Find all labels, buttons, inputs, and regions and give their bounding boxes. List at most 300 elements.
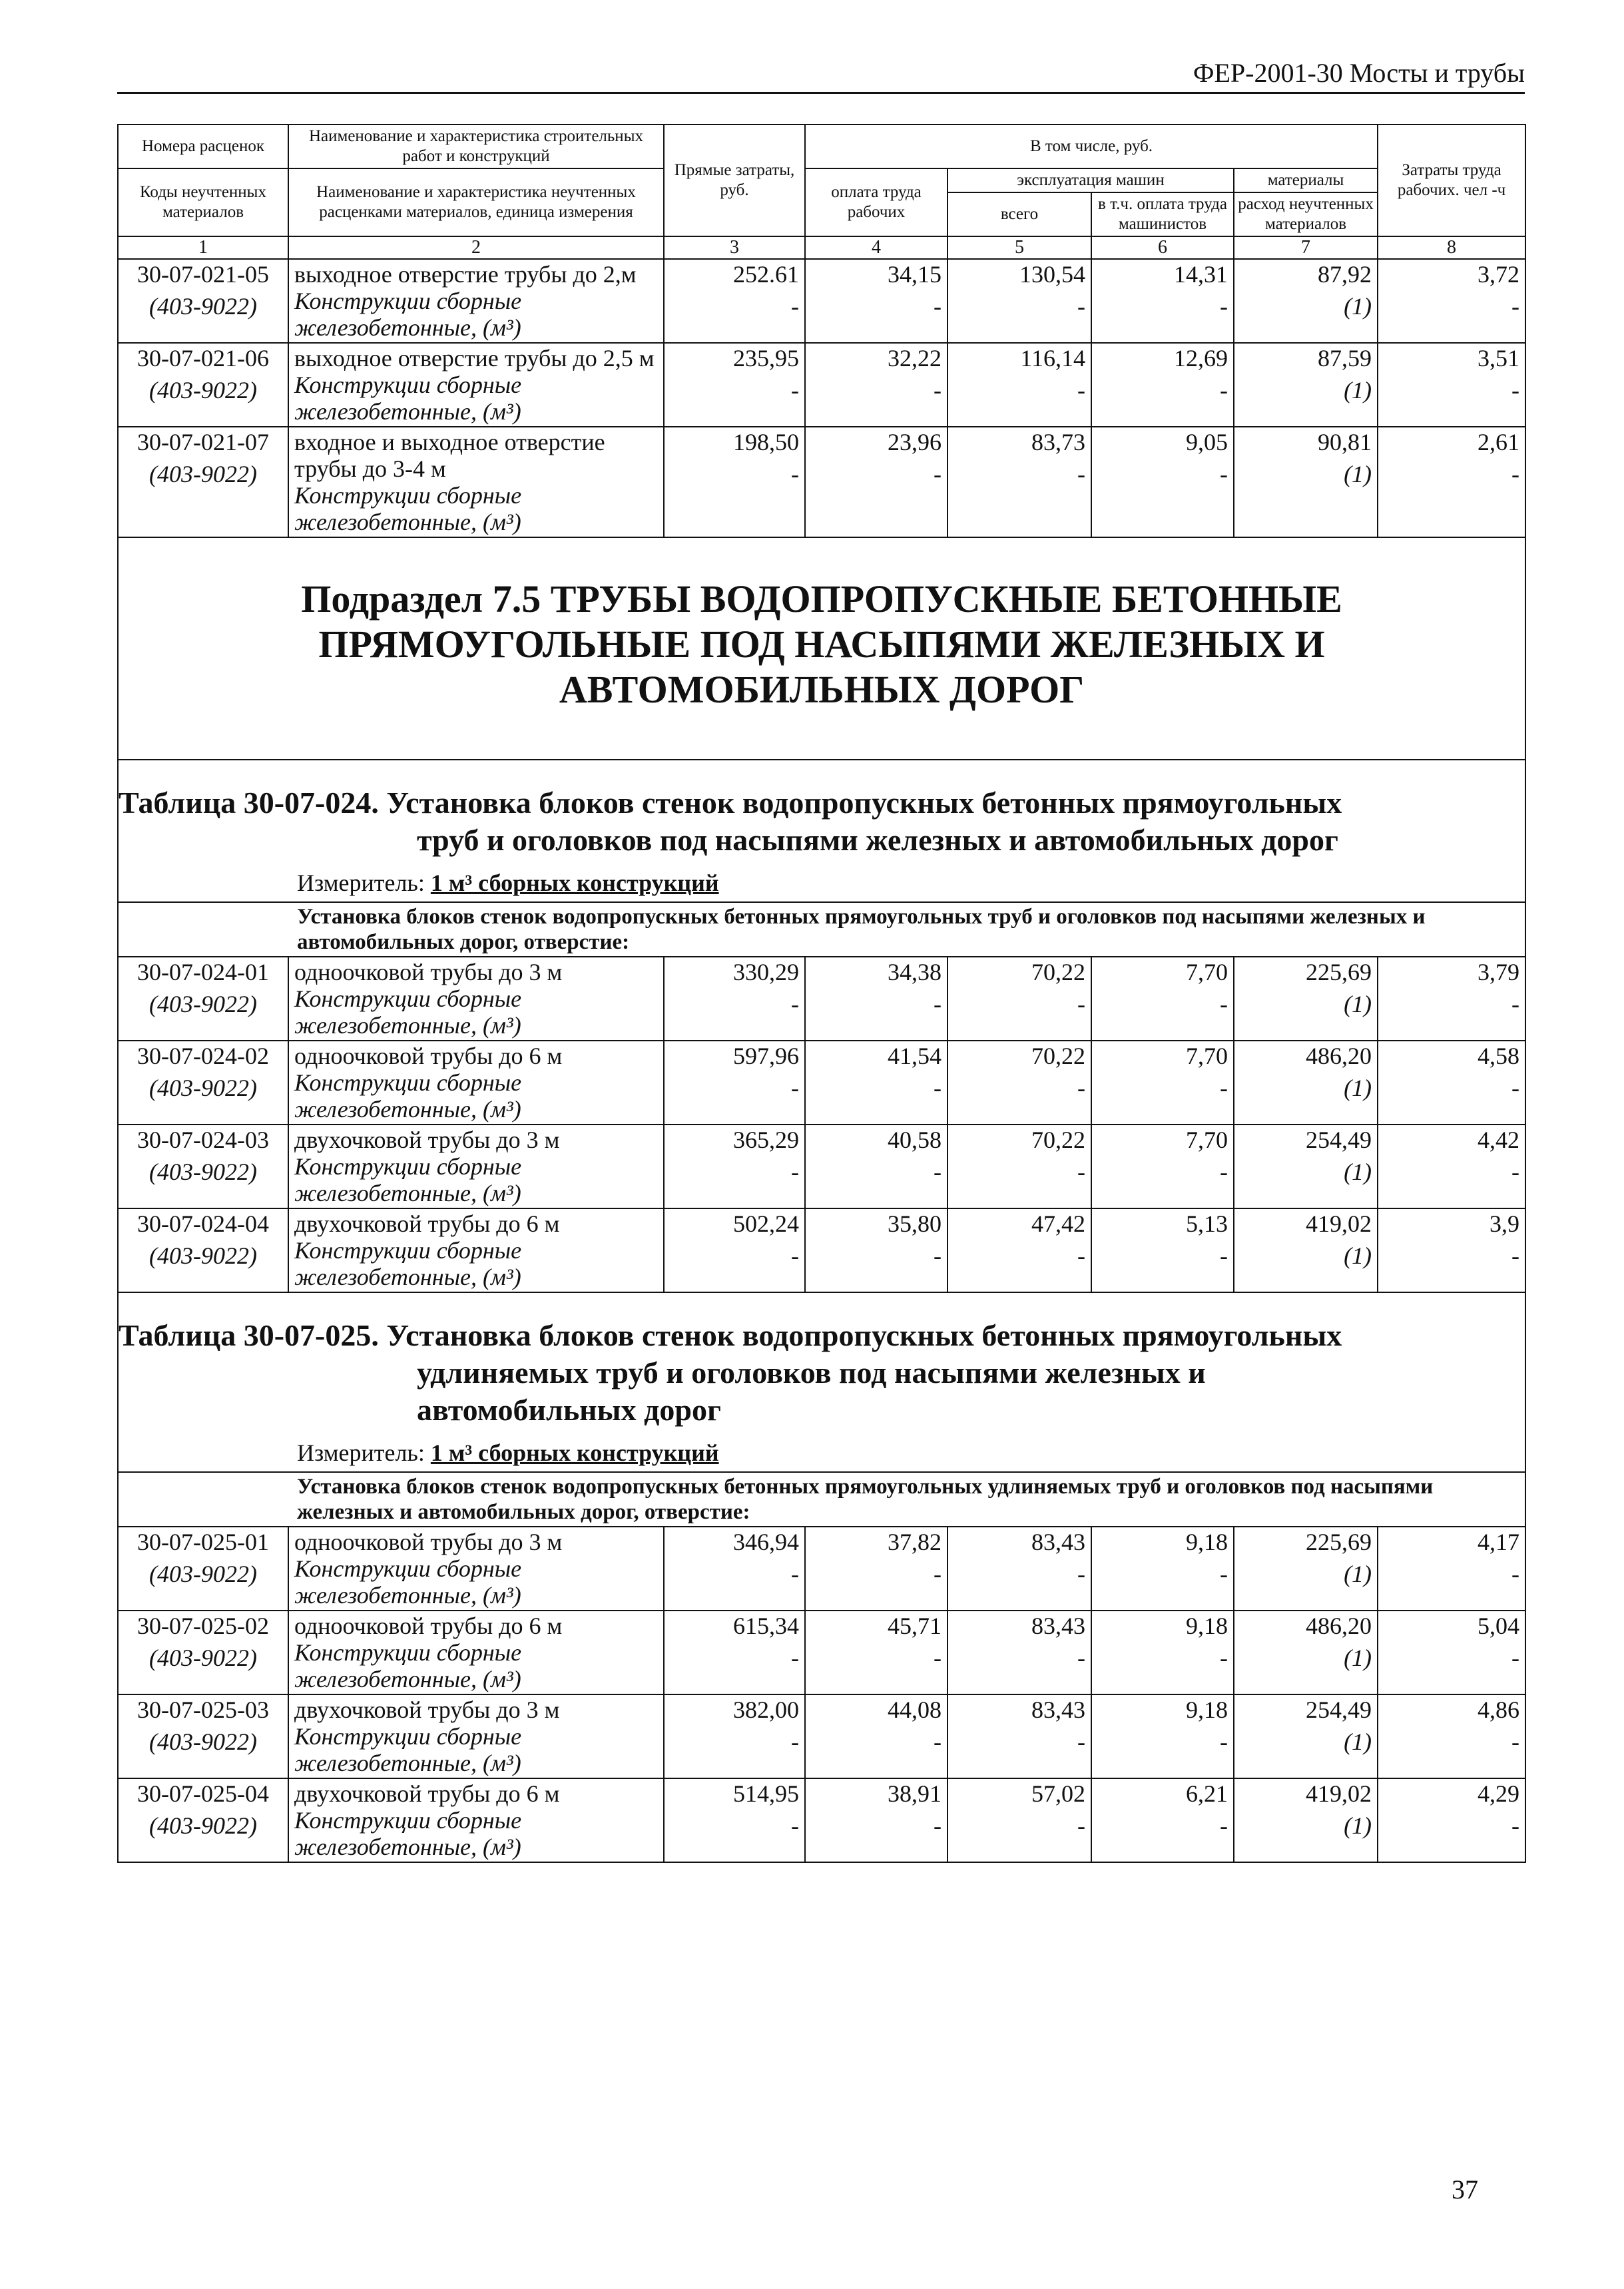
labor-hours-value: 4,58 [1478,1043,1520,1069]
machines-total-cell [947,343,1091,427]
section-title-line: АВТОМОБИЛЬНЫХ ДОРОГ [559,668,1085,711]
worker-pay-value: 34,15 [888,261,942,288]
table-24-number: Таблица 30-07-024. [119,786,379,820]
column-index: 2 [288,236,664,259]
col-header-codes-top: Номера расценок [118,125,288,168]
machinist-pay-cell [1091,1694,1234,1778]
work-name: одноочковой трубы до 3 м [294,959,563,985]
direct-costs-material-value: - [791,293,799,320]
material-name: Конструкции сборные [294,372,522,398]
materials-value: 87,59 [1318,345,1372,372]
labor-hours-cell [1378,343,1525,427]
labor-hours-value: 3,9 [1489,1210,1520,1237]
table-24-heading [118,760,1525,902]
labor-hours-cell [1378,1125,1525,1208]
section-title [118,537,1525,760]
work-name-cell [288,1041,664,1125]
materials-cell [1234,1527,1378,1611]
machines-total-cell [947,259,1091,343]
rows-top [118,259,1525,537]
labor-hours-material-value: - [1511,1075,1520,1101]
col-header-labor-hours: Затраты труда рабочих. чел -ч [1378,125,1525,236]
worker-pay-cell [805,1611,947,1694]
rate-code: 30-07-021-05 [137,261,269,288]
materials-value: 90,81 [1318,429,1372,455]
table-25-title: Установка блоков стенок водопропускных бетонных прямоугольных [386,1318,1342,1352]
direct-costs-cell [664,1208,805,1292]
rate-code-cell [118,1125,288,1208]
table-row [118,343,1525,427]
material-name-unit: железобетонные, (м³) [294,314,521,341]
labor-hours-value: 4,86 [1478,1696,1520,1723]
table-25-group-title: Установка блоков стенок водопропускных бетонных прямоугольных удлиняемых труб и оголовков под насыпями железных и автомобильных дорог, отверстие: [118,1472,1525,1527]
material-name: Конструкции сборные [294,1723,522,1750]
labor-hours-cell [1378,259,1525,343]
direct-costs-cell [664,1041,805,1125]
machinist-pay-value: 6,21 [1186,1780,1228,1807]
col-header-direct-costs: Прямые затраты, руб. [664,125,805,236]
worker-pay-value: 23,96 [888,429,942,455]
table-25-number: Таблица 30-07-025. [119,1318,379,1352]
machines-total-material-value: - [1077,461,1085,487]
machinist-pay-value: 12,69 [1174,345,1228,372]
worker-pay-value: 37,82 [888,1529,942,1555]
direct-costs-value: 597,96 [733,1043,799,1069]
machines-total-material-value: - [1077,1242,1085,1269]
col-header-unaccounted-materials: расход неучтенных материалов [1234,192,1378,236]
machinist-pay-cell [1091,259,1234,343]
machines-total-material-value: - [1077,1158,1085,1185]
direct-costs-material-value: - [791,1158,799,1185]
machines-total-cell [947,1694,1091,1778]
labor-hours-cell [1378,427,1525,537]
section-title-line: ПРЯМОУГОЛЬНЫЕ ПОД НАСЫПЯМИ ЖЕЛЕЗНЫХ И [318,623,1325,666]
column-index: 8 [1378,236,1525,259]
machinist-pay-material-value: - [1220,377,1228,403]
worker-pay-value: 34,38 [888,959,942,985]
document-title: ФЕР-2001-30 Мосты и трубы [1193,58,1525,88]
column-index: 1 [118,236,288,259]
machines-total-cell [947,957,1091,1041]
worker-pay-material-value: - [934,1242,942,1269]
materials-cell [1234,1125,1378,1208]
worker-pay-value: 41,54 [888,1043,942,1069]
machinist-pay-cell [1091,957,1234,1041]
machines-total-value: 116,14 [1020,345,1085,372]
material-code: (403-9022) [149,1075,257,1101]
rate-code-cell [118,1694,288,1778]
work-name: входное и выходное отверстие трубы до 3-4 м [294,429,605,482]
section-title-line: Подраздел 7.5 ТРУБЫ ВОДОПРОПУСКНЫЕ БЕТОННЫЕ [301,577,1342,621]
col-header-name-bottom: Наименование и характеристика неучтенных расценками материалов, единица измерения [288,168,664,236]
material-code: (403-9022) [149,1645,257,1671]
work-name: двухочковой трубы до 3 м [294,1696,560,1723]
material-name: Конструкции сборные [294,1639,522,1666]
table-24-title-cont: труб и оголовков под насыпями железных и автомобильных дорог [417,823,1338,857]
machinist-pay-material-value: - [1220,991,1228,1017]
machines-total-value: 70,22 [1031,1127,1085,1153]
direct-costs-value: 235,95 [733,345,799,372]
labor-hours-value: 2,61 [1478,429,1520,455]
measure-value: 1 м³ сборных конструкций [430,870,719,896]
labor-hours-material-value: - [1511,1561,1520,1587]
worker-pay-material-value: - [934,1561,942,1587]
col-header-including: В том числе, руб. [805,125,1378,168]
material-name-unit: железобетонные, (м³) [294,1012,521,1039]
rate-code-cell [118,259,288,343]
rate-code-cell [118,343,288,427]
material-name-unit: железобетонные, (м³) [294,1666,521,1692]
material-name: Конструкции сборные [294,482,522,509]
material-name-unit: железобетонные, (м³) [294,1582,521,1609]
machinist-pay-value: 9,18 [1186,1696,1228,1723]
materials-cell [1234,1778,1378,1862]
machinist-pay-cell [1091,1041,1234,1125]
machinist-pay-value: 9,18 [1186,1529,1228,1555]
material-name: Конструкции сборные [294,1237,522,1264]
machinist-pay-value: 7,70 [1186,959,1228,985]
table-25-measure [119,1437,1518,1469]
material-name-unit: железобетонные, (м³) [294,1264,521,1290]
table-row [118,1208,1525,1292]
machinist-pay-cell [1091,427,1234,537]
material-code: (403-9022) [149,1728,257,1755]
work-name: одноочковой трубы до 6 м [294,1613,563,1639]
labor-hours-material-value: - [1511,1645,1520,1671]
table-24-title-line [119,784,1518,822]
table-25-title-cont: автомобильных дорог [417,1393,721,1427]
materials-cell [1234,1041,1378,1125]
direct-costs-value: 330,29 [733,959,799,985]
col-header-materials: материалы [1234,168,1378,192]
measure-value: 1 м³ сборных конструкций [430,1439,719,1466]
machinist-pay-cell [1091,1778,1234,1862]
table-row [118,957,1525,1041]
materials-material-value: (1) [1344,1561,1372,1587]
direct-costs-material-value: - [791,1075,799,1101]
labor-hours-material-value: - [1511,1158,1520,1185]
rate-code-cell [118,427,288,537]
material-name-unit: железобетонные, (м³) [294,1834,521,1860]
machines-total-cell [947,1611,1091,1694]
worker-pay-material-value: - [934,293,942,320]
direct-costs-cell [664,427,805,537]
material-name-unit: железобетонные, (м³) [294,398,521,425]
direct-costs-value: 615,34 [733,1613,799,1639]
direct-costs-material-value: - [791,1728,799,1755]
column-index-row [118,236,1525,259]
table-header [118,125,1525,259]
direct-costs-value: 198,50 [733,429,799,455]
worker-pay-cell [805,343,947,427]
worker-pay-material-value: - [934,1728,942,1755]
worker-pay-material-value: - [934,461,942,487]
worker-pay-cell [805,1208,947,1292]
work-name-cell [288,343,664,427]
rows-24 [118,957,1525,1292]
machines-total-material-value: - [1077,1075,1085,1101]
material-code: (403-9022) [149,1812,257,1839]
page-header [117,57,1525,94]
materials-value: 87,92 [1318,261,1372,288]
material-name: Конструкции сборные [294,1555,522,1582]
page-number: 37 [1452,2174,1478,2204]
direct-costs-value: 514,95 [733,1780,799,1807]
materials-cell [1234,957,1378,1041]
labor-hours-cell [1378,957,1525,1041]
direct-costs-cell [664,1778,805,1862]
direct-costs-material-value: - [791,1561,799,1587]
materials-value: 254,49 [1306,1696,1372,1723]
rate-code: 30-07-024-02 [137,1043,269,1069]
material-name-unit: железобетонные, (м³) [294,1750,521,1776]
table-row [118,1778,1525,1862]
machinist-pay-material-value: - [1220,1561,1228,1587]
materials-cell [1234,1694,1378,1778]
direct-costs-cell [664,343,805,427]
machines-total-value: 57,02 [1031,1780,1085,1807]
worker-pay-value: 38,91 [888,1780,942,1807]
worker-pay-material-value: - [934,991,942,1017]
machinist-pay-material-value: - [1220,461,1228,487]
material-name: Конструкции сборные [294,1153,522,1180]
materials-cell [1234,427,1378,537]
work-name-cell [288,1611,664,1694]
materials-value: 254,49 [1306,1127,1372,1153]
measure-label: Измеритель: [297,1439,425,1466]
direct-costs-material-value: - [791,461,799,487]
labor-hours-material-value: - [1511,991,1520,1017]
direct-costs-cell [664,1125,805,1208]
direct-costs-cell [664,259,805,343]
rate-code: 30-07-025-04 [137,1780,269,1807]
work-name-cell [288,957,664,1041]
labor-hours-material-value: - [1511,377,1520,403]
material-name-unit: железобетонные, (м³) [294,1096,521,1123]
column-index: 4 [805,236,947,259]
rate-code-cell [118,1208,288,1292]
table-24-caption [118,760,1525,957]
table-25-title-line [119,1317,1518,1354]
worker-pay-value: 45,71 [888,1613,942,1639]
worker-pay-value: 35,80 [888,1210,942,1237]
work-name-cell [288,1125,664,1208]
materials-material-value: (1) [1344,991,1372,1017]
direct-costs-value: 346,94 [733,1529,799,1555]
materials-value: 225,69 [1306,1529,1372,1555]
direct-costs-material-value: - [791,1812,799,1839]
column-index: 3 [664,236,805,259]
rate-code-cell [118,1527,288,1611]
col-header-name-top: Наименование и характеристика строительных работ и конструкций [288,125,664,168]
labor-hours-material-value: - [1511,1242,1520,1269]
material-name: Конструкции сборные [294,985,522,1012]
rate-code: 30-07-025-03 [137,1696,269,1723]
materials-value: 486,20 [1306,1613,1372,1639]
labor-hours-cell [1378,1041,1525,1125]
rows-25 [118,1527,1525,1862]
worker-pay-material-value: - [934,1645,942,1671]
col-header-machines-total: всего [947,192,1091,236]
direct-costs-cell [664,957,805,1041]
col-header-machinist-pay: в т.ч. оплата труда машинистов [1091,192,1234,236]
machines-total-value: 47,42 [1031,1210,1085,1237]
table-24-measure [119,867,1518,899]
column-index: 5 [947,236,1091,259]
machines-total-material-value: - [1077,293,1085,320]
measure-label: Измеритель: [297,870,425,896]
rate-code-cell [118,1778,288,1862]
worker-pay-cell [805,1527,947,1611]
machinist-pay-material-value: - [1220,1812,1228,1839]
material-code: (403-9022) [149,1242,257,1269]
materials-cell [1234,259,1378,343]
direct-costs-value: 382,00 [733,1696,799,1723]
materials-material-value: (1) [1344,293,1372,320]
price-table-frame [117,124,1525,1863]
labor-hours-material-value: - [1511,1728,1520,1755]
machinist-pay-cell [1091,1125,1234,1208]
machinist-pay-value: 7,70 [1186,1127,1228,1153]
work-name-cell [288,1694,664,1778]
column-index: 7 [1234,236,1378,259]
rate-code: 30-07-024-03 [137,1127,269,1153]
work-name-cell [288,1208,664,1292]
materials-value: 225,69 [1306,959,1372,985]
table-25-heading [118,1292,1525,1472]
labor-hours-value: 3,72 [1478,261,1520,288]
rate-code: 30-07-021-07 [137,429,269,455]
labor-hours-cell [1378,1611,1525,1694]
work-name: двухочковой трубы до 6 м [294,1780,560,1807]
machinist-pay-value: 5,13 [1186,1210,1228,1237]
worker-pay-cell [805,957,947,1041]
work-name: одноочковой трубы до 3 м [294,1529,563,1555]
machines-total-material-value: - [1077,1561,1085,1587]
direct-costs-value: 365,29 [733,1127,799,1153]
worker-pay-cell [805,427,947,537]
labor-hours-cell [1378,1208,1525,1292]
machines-total-value: 83,43 [1031,1696,1085,1723]
machinist-pay-material-value: - [1220,1242,1228,1269]
worker-pay-cell [805,1125,947,1208]
labor-hours-cell [1378,1527,1525,1611]
material-code: (403-9022) [149,1561,257,1587]
machinist-pay-value: 9,05 [1186,429,1228,455]
machines-total-material-value: - [1077,991,1085,1017]
machines-total-value: 70,22 [1031,1043,1085,1069]
direct-costs-material-value: - [791,1645,799,1671]
rate-code: 30-07-025-02 [137,1613,269,1639]
work-name-cell [288,259,664,343]
material-code: (403-9022) [149,991,257,1017]
machines-total-cell [947,1208,1091,1292]
machines-total-cell [947,1527,1091,1611]
table-24-group-title: Установка блоков стенок водопропускных бетонных прямоугольных труб и оголовков под насыпями железных и автомобильных дорог, отверстие: [118,902,1525,957]
machinist-pay-value: 14,31 [1174,261,1228,288]
materials-value: 419,02 [1306,1780,1372,1807]
direct-costs-cell [664,1527,805,1611]
machines-total-value: 70,22 [1031,959,1085,985]
worker-pay-material-value: - [934,1075,942,1101]
worker-pay-value: 32,22 [888,345,942,372]
worker-pay-material-value: - [934,377,942,403]
machines-total-value: 130,54 [1019,261,1085,288]
labor-hours-cell [1378,1778,1525,1862]
direct-costs-value: 502,24 [733,1210,799,1237]
labor-hours-value: 3,79 [1478,959,1520,985]
col-header-machines: эксплуатация машин [947,168,1234,192]
work-name: выходное отверстие трубы до 2,5 м [294,345,655,372]
machinist-pay-material-value: - [1220,1075,1228,1101]
machines-total-cell [947,1041,1091,1125]
labor-hours-value: 4,29 [1478,1780,1520,1807]
material-code: (403-9022) [149,1158,257,1185]
col-header-codes-bottom: Коды неучтенных материалов [118,168,288,236]
worker-pay-cell [805,259,947,343]
materials-cell [1234,343,1378,427]
machinist-pay-cell [1091,343,1234,427]
work-name: выходное отверстие трубы до 2,м [294,261,637,288]
worker-pay-material-value: - [934,1812,942,1839]
machinist-pay-value: 7,70 [1186,1043,1228,1069]
table-25-caption [118,1292,1525,1527]
materials-material-value: (1) [1344,1728,1372,1755]
rate-code-cell [118,957,288,1041]
materials-material-value: (1) [1344,1645,1372,1671]
machinist-pay-cell [1091,1208,1234,1292]
machinist-pay-value: 9,18 [1186,1613,1228,1639]
materials-cell [1234,1611,1378,1694]
work-name: двухочковой трубы до 3 м [294,1127,560,1153]
section-block [118,537,1525,760]
work-name-cell [288,427,664,537]
material-code: (403-9022) [149,377,257,403]
materials-material-value: (1) [1344,1075,1372,1101]
machines-total-material-value: - [1077,1812,1085,1839]
price-table [117,124,1526,1863]
materials-value: 419,02 [1306,1210,1372,1237]
rate-code: 30-07-024-04 [137,1210,269,1237]
machinist-pay-cell [1091,1527,1234,1611]
materials-material-value: (1) [1344,1242,1372,1269]
column-index: 6 [1091,236,1234,259]
labor-hours-material-value: - [1511,293,1520,320]
material-name: Конструкции сборные [294,1807,522,1834]
materials-material-value: (1) [1344,1158,1372,1185]
material-name-unit: железобетонные, (м³) [294,509,521,535]
labor-hours-material-value: - [1511,1812,1520,1839]
col-header-worker-pay: оплата труда рабочих [805,168,947,236]
worker-pay-cell [805,1694,947,1778]
direct-costs-material-value: - [791,991,799,1017]
rate-code-cell [118,1611,288,1694]
direct-costs-cell [664,1694,805,1778]
materials-material-value: (1) [1344,377,1372,403]
rate-code: 30-07-024-01 [137,959,269,985]
machines-total-material-value: - [1077,1645,1085,1671]
machines-total-cell [947,1125,1091,1208]
table-row [118,259,1525,343]
direct-costs-material-value: - [791,1242,799,1269]
table-row [118,1527,1525,1611]
labor-hours-value: 5,04 [1478,1613,1520,1639]
table-24-title: Установка блоков стенок водопропускных бетонных прямоугольных [386,786,1342,820]
machinist-pay-material-value: - [1220,1645,1228,1671]
machinist-pay-material-value: - [1220,293,1228,320]
material-name: Конструкции сборные [294,288,522,314]
rate-code: 30-07-025-01 [137,1529,269,1555]
